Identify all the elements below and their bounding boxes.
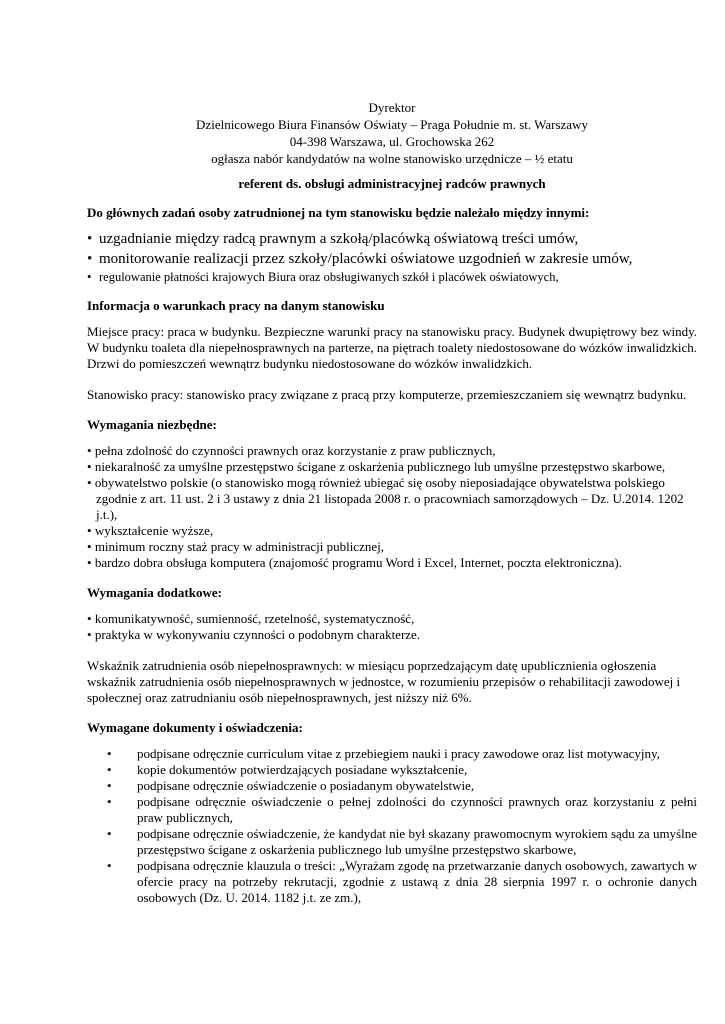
duties-list — [87, 229, 697, 286]
required-title: Wymagania niezbędne: — [87, 417, 217, 432]
bullet-icon: • — [107, 794, 112, 809]
list-item: • wykształcenie wyższe, — [87, 523, 214, 538]
list-item: • uzgadnianie między radcą prawnym a szkołą/placówką oświatową treści umów, — [87, 231, 579, 247]
additional-title: Wymagania dodatkowe: — [87, 585, 222, 600]
header-institution: Dzielnicowego Biura Finansów Oświaty – Praga Południe m. st. Warszawy — [196, 117, 588, 132]
bullet-icon: • — [107, 858, 112, 873]
header-address: 04-398 Warszawa, ul. Grochowska 262 — [289, 134, 495, 149]
list-item: • podpisane odręcznie oświadczenie, że kandydat nie był skazany prawomocnym wyrokiem sądu za umyślne przestępstwo ścigane z oskarżenia publicznego lub umyślne przestępstwo skarbowe, — [107, 826, 697, 857]
list-item: • podpisane odręcznie curriculum vitae z przebiegiem nauki i pracy zawodowe oraz list motywacyjny, — [107, 746, 660, 761]
list-item: • komunikatywność, sumienność, rzetelność, systematyczność, — [87, 611, 415, 626]
header-title: Dyrektor — [368, 100, 416, 115]
required-list — [87, 443, 697, 571]
list-item: • kopie dokumentów potwierdzających posiadane wykształcenie, — [107, 762, 468, 777]
documents-title: Wymagane dokumenty i oświadczenia: — [87, 720, 303, 735]
header-announcement: ogłasza nabór kandydatów na wolne stanowisko urzędnicze – ½ etatu — [211, 151, 573, 166]
list-item: • podpisane odręcznie oświadczenie o pełnej zdolności do czynności prawnych oraz korzystaniu z pełni praw publicznych, — [107, 794, 697, 825]
conditions-title: Informacja o warunkach pracy na danym stanowisku — [87, 298, 385, 313]
job-subject: referent ds. obsługi administracyjnej radców prawnych — [238, 176, 546, 191]
additional-list — [87, 611, 697, 643]
list-item: • bardzo dobra obsługa komputera (znajomość programu Word i Excel, Internet, poczta elektroniczna). — [87, 555, 622, 570]
conditions-workplace: Miejsce pracy: praca w budynku. Bezpieczne warunki pracy na stanowisku pracy. Budynek dwupiętrowy bez windy. W budynku toaleta dla niepełnosprawnych na parterze, na piętrach toalety niedostosowane do wózków inwalidzkich. Drzwi do pomieszczeń wewnątrz budynku niedostosowane do wózków inwalidzkich. — [87, 324, 697, 371]
list-item: • podpisane odręcznie oświadczenie o posiadanym obywatelstwie, — [107, 778, 475, 793]
list-item: • podpisana odręcznie klauzula o treści: „Wyrażam zgodę na przetwarzanie danych osobowych, zawartych w ofercie pracy na potrzeby rekrutacji, zgodnie z ustawą z dnia 28 sierpnia 1997 r. o ochronie danych osobowych (Dz. U. 2014. 1182 j.t. ze zm.), — [107, 858, 697, 905]
conditions-position: Stanowisko pracy: stanowisko pracy związane z pracą przy komputerze, przemieszczaniem się wewnątrz budynku. — [87, 387, 687, 402]
list-item: • niekaralność za umyślne przestępstwo ścigane z oskarżenia publicznego lub umyślne przestępstwo skarbowe, — [87, 459, 666, 474]
bullet-icon: • — [107, 826, 112, 841]
list-item: • pełna zdolność do czynności prawnych oraz korzystanie z praw publicznych, — [87, 443, 496, 458]
header — [87, 99, 697, 167]
bullet-icon: • — [107, 762, 112, 777]
bullet-icon: • — [107, 746, 112, 761]
bullet-icon: • — [87, 251, 93, 267]
bullet-icon: • — [87, 231, 93, 247]
list-item: • monitorowanie realizacji przez szkoły/placówki oświatowe uzgodnień w zakresie umów, — [87, 251, 633, 267]
list-item: • minimum roczny staż pracy w administracji publicznej, — [87, 539, 384, 554]
list-item: • regulowanie płatności krajowych Biura oraz obsługiwanych szkół i placówek oświatowych, — [87, 270, 559, 284]
documents-list — [87, 746, 697, 906]
employment-index: Wskaźnik zatrudnienia osób niepełnosprawnych: w miesiącu poprzedzającym datę upublicznienia ogłoszenia wskaźnik zatrudnienia osób niepełnosprawnych w jednostce, w rozumieniu przepisów o rehabilitacji zawodowej i społecznej oraz zatrudnianiu osób niepełnosprawnych, jest niższy niż 6%. — [87, 658, 681, 705]
list-item: • praktyka w wykonywaniu czynności o podobnym charakterze. — [87, 627, 421, 642]
duties-title: Do głównych zadań osoby zatrudnionej na tym stanowisku będzie należało między innymi: — [87, 205, 590, 220]
list-item: • obywatelstwo polskie (o stanowisko mogą również ubiegać się osoby nieposiadające obywatelstwa polskiego zgodnie z art. 11 ust. 2 i 3 ustawy z dnia 21 listopada 2008 r. o pracowniach samorządowych – Dz. U.2014. 1202 j.t.), — [87, 475, 684, 522]
bullet-icon: • — [107, 778, 112, 793]
bullet-icon: • — [87, 270, 92, 284]
